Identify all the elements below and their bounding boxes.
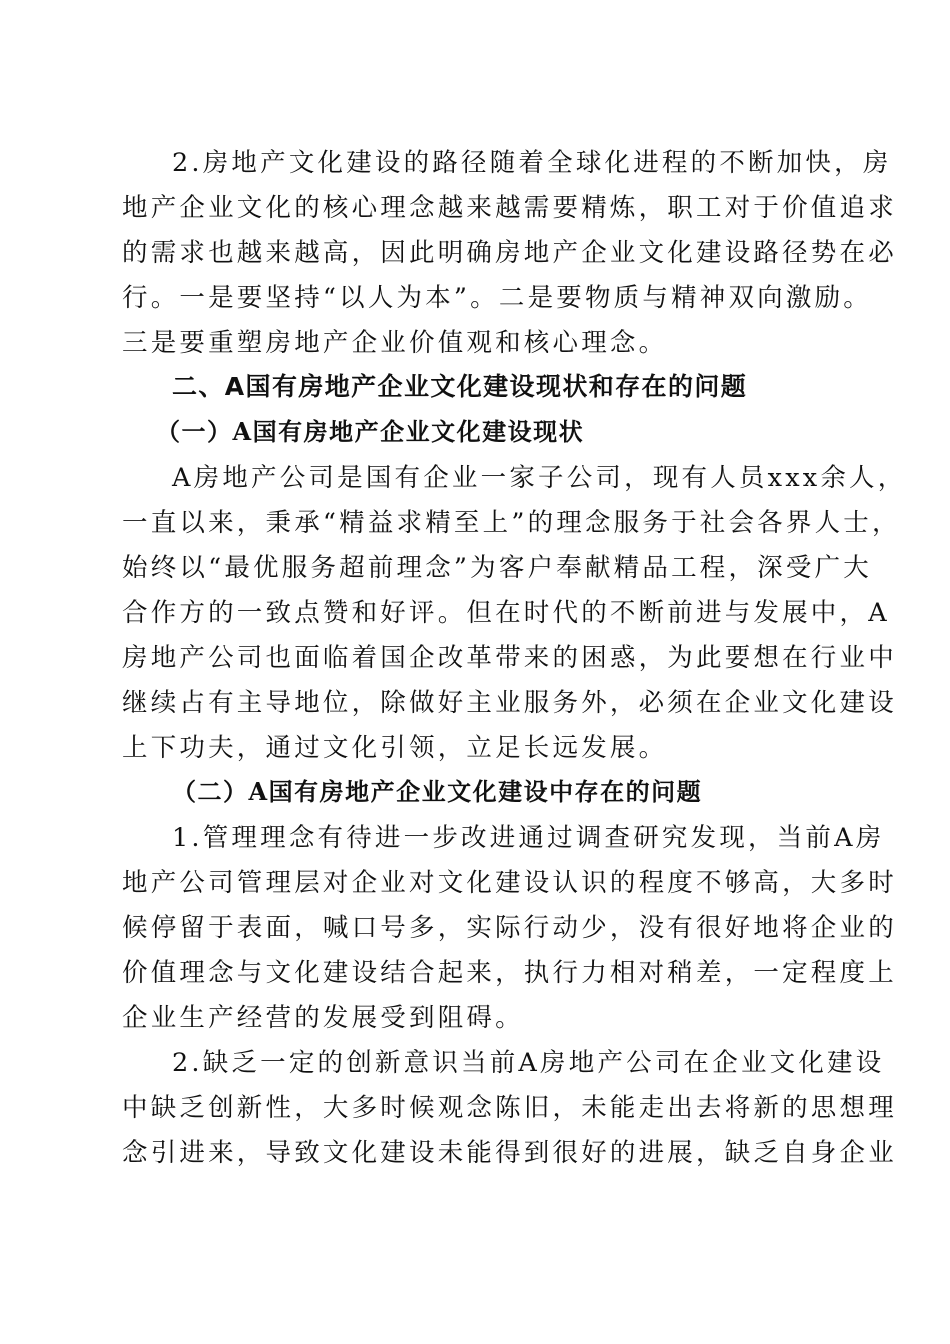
- paragraph-line: 价值理念与文化建设结合起来，执行力相对稍差，一定程度上: [122, 958, 897, 988]
- paragraph-line: 地产公司管理层对企业对文化建设认识的程度不够高，大多时: [122, 868, 897, 898]
- paragraph-line: 念引进来，导致文化建设未能得到很好的进展，缺乏自身企业: [122, 1138, 897, 1168]
- subsection-heading: （一）A国有房地产企业文化建设现状: [156, 417, 585, 446]
- paragraph-line: 行。一是要坚持“以人为本”。二是要物质与精神双向激励。: [122, 283, 872, 313]
- paragraph-line: 中缺乏创新性，大多时候观念陈旧，未能走出去将新的思想理: [122, 1093, 897, 1123]
- paragraph-line: 的需求也越来越高，因此明确房地产企业文化建设路径势在必: [122, 238, 897, 268]
- paragraph-line: 企业生产经营的发展受到阻碍。: [122, 1003, 524, 1033]
- paragraph-line: A房地产公司是国有企业一家子公司，现有人员xxx余人，: [172, 463, 907, 493]
- paragraph-line: 三是要重塑房地产企业价值观和核心理念。: [122, 328, 668, 358]
- section-heading: 二、A国有房地产企业文化建设现状和存在的问题: [172, 372, 748, 401]
- paragraph-line: 房地产公司也面临着国企改革带来的困惑，为此要想在行业中: [122, 643, 897, 673]
- paragraph-line: 2.房地产文化建设的路径随着全球化进程的不断加快，房: [172, 148, 892, 178]
- paragraph-line: 继续占有主导地位，除做好主业服务外，必须在企业文化建设: [122, 688, 897, 718]
- paragraph-line: 始终以“最优服务超前理念”为客户奉献精品工程，深受广大: [122, 553, 872, 583]
- paragraph-line: 候停留于表面，喊口号多，实际行动少，没有很好地将企业的: [122, 913, 897, 943]
- paragraph-line: 一直以来，秉承“精益求精至上”的理念服务于社会各界人士，: [122, 508, 901, 538]
- paragraph-line: 1.管理理念有待进一步改进通过调查研究发现，当前A房: [172, 823, 885, 853]
- paragraph-line: 上下功夫，通过文化引领，立足长远发展。: [122, 733, 668, 763]
- subsection-heading: （二）A国有房地产企业文化建设中存在的问题: [172, 777, 703, 806]
- paragraph-line: 2.缺乏一定的创新意识当前A房地产公司在企业文化建设: [172, 1048, 885, 1078]
- paragraph-line: 地产企业文化的核心理念越来越需要精炼，职工对于价值追求: [122, 193, 897, 223]
- paragraph-line: 合作方的一致点赞和好评。但在时代的不断前进与发展中，A: [122, 598, 890, 628]
